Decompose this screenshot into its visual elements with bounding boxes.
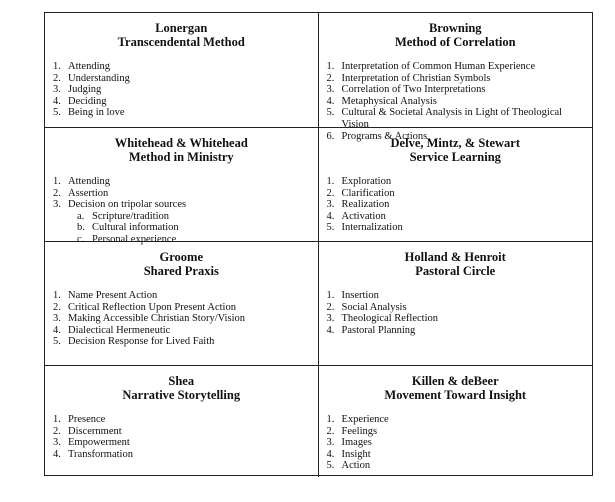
method-title-author: Shea xyxy=(168,374,195,388)
method-step xyxy=(53,73,310,85)
method-title-name: Narrative Storytelling xyxy=(122,388,241,402)
method-step xyxy=(53,61,310,73)
step-number: 3. xyxy=(326,84,335,96)
step-text: Discernment xyxy=(68,425,122,437)
step-number: 4. xyxy=(326,324,335,336)
method-step xyxy=(327,222,585,234)
step-text: Pastoral Planning xyxy=(341,324,416,336)
method-sub-step xyxy=(53,222,310,234)
step-number: 2. xyxy=(326,301,335,313)
method-cell-groome xyxy=(45,242,319,366)
step-text: Cultural & Societal Analysis in Light of Theological Vision xyxy=(341,107,563,130)
method-title xyxy=(53,21,310,49)
step-text: Realization xyxy=(341,199,390,211)
step-text: Decision on tripolar sources xyxy=(68,199,187,211)
step-text: Attending xyxy=(68,61,110,72)
method-title-author: Delve, Mintz, & Stewart xyxy=(390,136,520,150)
step-text: Exploration xyxy=(341,176,392,187)
method-step xyxy=(327,96,585,108)
method-cell-whitehead xyxy=(45,128,319,245)
method-title-author: Lonergan xyxy=(155,21,208,35)
method-step xyxy=(327,437,585,449)
step-number: 6. xyxy=(326,130,335,142)
step-number: 4. xyxy=(326,95,335,107)
method-step xyxy=(53,426,310,438)
method-title-author: Holland & Henroit xyxy=(404,250,506,264)
method-step xyxy=(327,188,585,200)
step-text: Theological Reflection xyxy=(341,313,439,325)
step-text: Social Analysis xyxy=(341,301,407,313)
step-text: Judging xyxy=(68,84,102,96)
step-text: Metaphysical Analysis xyxy=(341,95,437,107)
method-title-name: Method of Correlation xyxy=(394,35,516,49)
step-text: Action xyxy=(341,460,371,472)
method-step xyxy=(327,84,585,96)
step-text: Presence xyxy=(68,414,106,425)
step-number: 5. xyxy=(326,460,335,472)
method-step xyxy=(327,211,585,223)
step-text: Images xyxy=(341,437,372,449)
method-title-author: Killen & deBeer xyxy=(411,374,499,388)
method-step xyxy=(327,199,585,211)
step-number: 1. xyxy=(326,414,335,425)
method-steps-list xyxy=(53,176,310,246)
step-number: 2. xyxy=(53,187,61,199)
step-number: 4. xyxy=(53,448,61,460)
step-number: 3. xyxy=(53,199,61,211)
method-step xyxy=(53,199,310,211)
method-cell-holland-henroit xyxy=(319,242,593,366)
method-title-name: Movement Toward Insight xyxy=(384,388,527,402)
step-text: Assertion xyxy=(68,187,109,199)
method-steps-list xyxy=(327,176,585,234)
method-step xyxy=(327,414,585,426)
step-number: b. xyxy=(77,222,85,234)
method-step xyxy=(53,290,310,302)
method-step xyxy=(53,414,310,426)
step-text: Deciding xyxy=(68,95,107,107)
method-step xyxy=(327,290,585,302)
method-step xyxy=(327,460,585,472)
step-number: 4. xyxy=(53,324,61,336)
step-text: Activation xyxy=(341,210,386,222)
step-text: Critical Reflection Upon Present Action xyxy=(68,301,236,313)
step-text: Scripture/tradition xyxy=(92,210,169,222)
method-title xyxy=(53,374,310,402)
step-text: Attending xyxy=(68,176,110,187)
method-title-author: Browning xyxy=(428,21,482,35)
method-step xyxy=(327,61,585,73)
step-text: Cultural information xyxy=(92,222,179,234)
method-step xyxy=(53,437,310,449)
step-number: 4. xyxy=(326,210,335,222)
step-number: 5. xyxy=(53,107,61,119)
step-number: 2. xyxy=(53,72,61,84)
method-title-name: Service Learning xyxy=(409,150,501,164)
method-step xyxy=(53,188,310,200)
method-step xyxy=(53,325,310,337)
method-step xyxy=(327,176,585,188)
method-title-name: Pastoral Circle xyxy=(415,264,496,278)
method-step xyxy=(53,107,310,119)
method-step xyxy=(327,449,585,461)
method-steps-list xyxy=(327,414,585,472)
method-cell-killen-debeer xyxy=(319,366,593,477)
step-number: 3. xyxy=(53,437,61,449)
step-number: 2. xyxy=(53,425,61,437)
step-text: Dialectical Hermeneutic xyxy=(68,324,171,336)
step-text: Correlation of Two Interpretations xyxy=(341,84,486,96)
step-text: Feelings xyxy=(341,425,378,437)
step-number: 3. xyxy=(326,313,335,325)
method-step xyxy=(327,325,585,337)
method-step xyxy=(53,336,310,348)
step-text: Making Accessible Christian Story/Vision xyxy=(68,313,245,325)
method-steps-list xyxy=(327,290,585,336)
method-steps-list xyxy=(53,61,310,119)
step-number: 1. xyxy=(326,61,335,72)
step-number: 1. xyxy=(53,176,61,187)
method-steps-list xyxy=(53,414,310,460)
step-number: 3. xyxy=(53,313,61,325)
method-cell-shea xyxy=(45,366,319,477)
method-title xyxy=(53,250,310,278)
step-text: Interpretation of Christian Symbols xyxy=(341,72,491,84)
method-title xyxy=(327,21,585,49)
step-number: a. xyxy=(77,210,85,222)
step-number: 3. xyxy=(326,437,335,449)
method-cell-lonergan xyxy=(45,13,319,128)
method-title xyxy=(327,374,585,402)
method-title-author: Whitehead & Whitehead xyxy=(114,136,248,150)
step-text: Transformation xyxy=(68,448,133,460)
method-title xyxy=(327,136,585,164)
step-number: 3. xyxy=(53,84,61,96)
step-number: 2. xyxy=(326,187,335,199)
methods-table xyxy=(44,12,593,476)
step-text: Programs & Actions xyxy=(341,130,428,142)
method-step xyxy=(53,96,310,108)
step-number: 1. xyxy=(326,176,335,187)
step-text: Experience xyxy=(341,414,389,425)
method-steps-list xyxy=(53,290,310,348)
step-number: 1. xyxy=(326,290,335,301)
method-title xyxy=(53,136,310,164)
step-text: Name Present Action xyxy=(68,290,158,301)
method-step xyxy=(327,426,585,438)
method-step xyxy=(53,302,310,314)
step-text: Decision Response for Lived Faith xyxy=(68,336,215,348)
method-step xyxy=(53,449,310,461)
step-number: c. xyxy=(77,233,85,245)
step-text: Understanding xyxy=(68,72,130,84)
method-title-name: Shared Praxis xyxy=(143,264,219,278)
method-step xyxy=(327,302,585,314)
step-number: 1. xyxy=(53,61,61,72)
step-number: 1. xyxy=(53,290,61,301)
step-number: 1. xyxy=(53,414,61,425)
method-cell-browning xyxy=(319,13,593,142)
method-cell-delve-mintz-stewart xyxy=(319,128,593,242)
method-step xyxy=(53,84,310,96)
step-number: 5. xyxy=(53,336,61,348)
step-text: Empowerment xyxy=(68,437,130,449)
step-text: Insertion xyxy=(341,290,379,301)
method-title xyxy=(327,250,585,278)
step-text: Internalization xyxy=(341,222,403,234)
method-title-author: Groome xyxy=(159,250,203,264)
method-step xyxy=(327,73,585,85)
step-number: 2. xyxy=(326,72,335,84)
method-sub-step xyxy=(53,211,310,223)
step-number: 4. xyxy=(326,448,335,460)
step-text: Interpretation of Common Human Experience xyxy=(341,61,536,72)
method-title-name: Transcendental Method xyxy=(117,35,245,49)
step-number: 5. xyxy=(326,107,335,119)
step-number: 5. xyxy=(326,222,335,234)
step-text: Being in love xyxy=(68,107,125,119)
step-text: Clarification xyxy=(341,187,395,199)
step-number: 4. xyxy=(53,95,61,107)
method-title-name: Method in Ministry xyxy=(128,150,234,164)
step-text: Personal experience xyxy=(92,233,177,245)
method-step xyxy=(327,313,585,325)
step-number: 3. xyxy=(326,199,335,211)
method-step xyxy=(53,176,310,188)
method-step xyxy=(53,313,310,325)
step-number: 2. xyxy=(326,425,335,437)
step-text: Insight xyxy=(341,448,371,460)
step-number: 2. xyxy=(53,301,61,313)
